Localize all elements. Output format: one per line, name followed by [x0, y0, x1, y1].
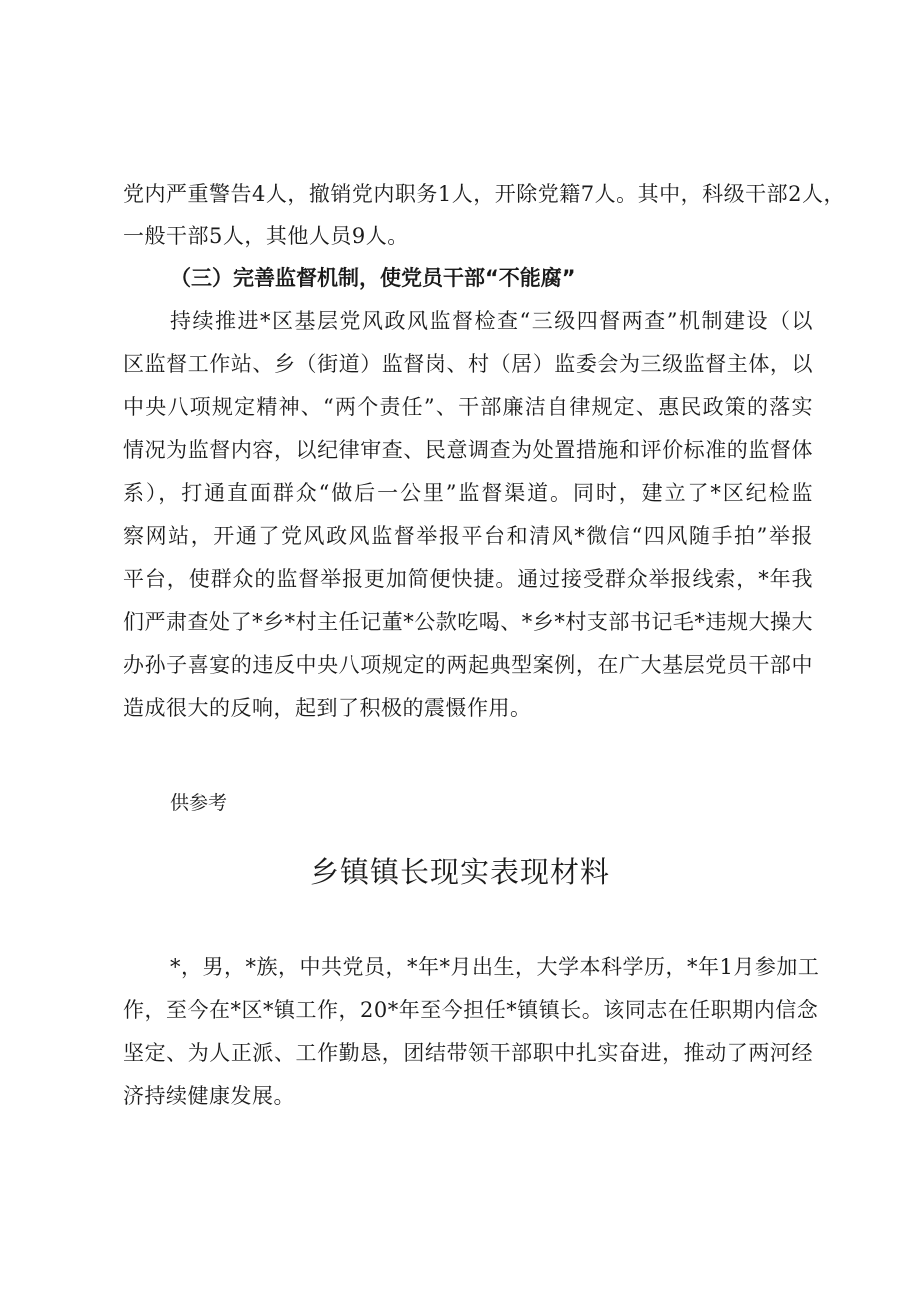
paragraph-line: 造成很大的反响，起到了积极的震慑作用。	[123, 696, 532, 720]
paragraph-line: 一般干部5人，其他人员9人。	[123, 224, 409, 248]
paragraph-line: *，男，*族，中共党员，*年*月出生，大学本科学历，*年1月参加工	[170, 955, 820, 979]
paragraph-line: 坚定、为人正派、工作勤恳，团结带领干部职中扎实奋进，推动了两河经	[123, 1041, 813, 1065]
paragraph-line: 济持续健康发展。	[123, 1084, 295, 1108]
paragraph-line: 情况为监督内容，以纪律审查、民意调查为处置措施和评价标准的监督体	[123, 438, 813, 462]
paragraph-line: 办孙子喜宴的违反中央八项规定的两起典型案例，在广大基层党员干部中	[123, 653, 813, 677]
paragraph-line: 区监督工作站、乡（街道）监督岗、村（居）监委会为三级监督主体，以	[123, 352, 813, 376]
paragraph-line: 作，至今在*区*镇工作，20*年至今担任*镇镇长。该同志在任职期内信念	[123, 998, 819, 1022]
paragraph-line: 持续推进*区基层党风政风监督检查“三级四督两查”机制建设（以	[170, 309, 813, 333]
section-heading: （三）完善监督机制，使党员干部“不能腐”	[170, 266, 576, 290]
paragraph-line: 们严肃查处了*乡*村主任记董*公款吃喝、*乡*村支部书记毛*违规大操大	[123, 610, 813, 634]
document-title: 乡镇镇长现实表现材料	[309, 855, 610, 889]
paragraph-line: 系），打通直面群众“做后一公里”监督渠道。同时，建立了*区纪检监	[123, 481, 813, 505]
reference-note: 供参考	[170, 792, 228, 814]
paragraph-line: 平台，使群众的监督举报更加简便快捷。通过接受群众举报线索，*年我	[123, 567, 813, 591]
paragraph-line: 察网站，开通了党风政风监督举报平台和清风*微信“四风随手拍”举报	[123, 524, 813, 548]
paragraph-line: 党内严重警告4人，撤销党内职务1人，开除党籍7人。其中，科级干部2人，	[123, 182, 845, 206]
paragraph-line: 中央八项规定精神、“两个责任”、干部廉洁自律规定、惠民政策的落实	[123, 395, 813, 419]
